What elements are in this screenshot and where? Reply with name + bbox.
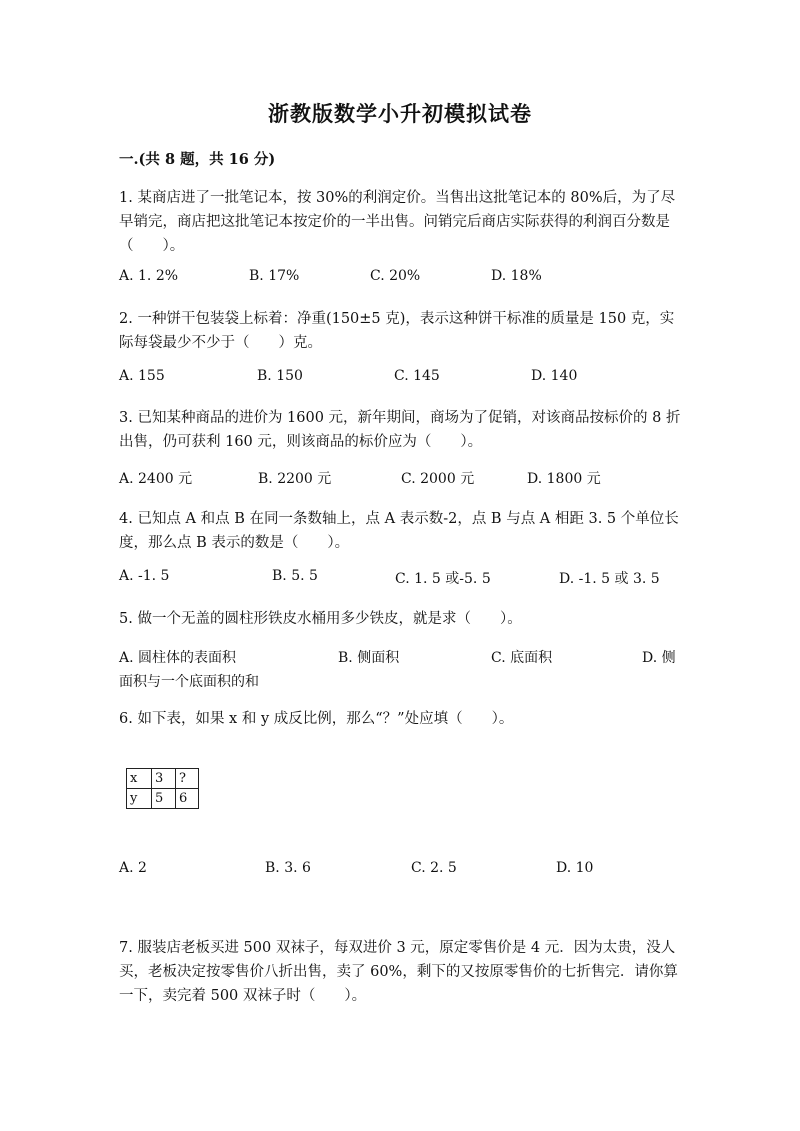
table-cell: 6: [176, 789, 199, 809]
option-a: A. -1. 5: [119, 568, 170, 584]
option-c: C. 2000 元: [401, 471, 475, 487]
option-b: B. 17%: [249, 268, 300, 284]
question-6-options: [119, 860, 684, 884]
option-d: D. 侧: [642, 650, 676, 666]
option-d: D. 10: [556, 860, 594, 876]
page-title: 浙教版数学小升初模拟试卷: [268, 101, 532, 126]
table-cell: y: [127, 789, 152, 809]
table-cell: ?: [176, 769, 199, 789]
option-d: D. 140: [531, 368, 578, 384]
table-row: [127, 789, 199, 809]
option-b: B. 侧面积: [338, 650, 400, 666]
option-c: C. 2. 5: [411, 860, 457, 876]
option-c: C. 145: [394, 368, 440, 384]
question-1-options: [119, 268, 684, 292]
question-7: 7. 服装店老板买进 500 双袜子，每双进价 3 元，原定零售价是 4 元．因为太贵，没人买，老板决定按零售价八折出售，卖了 60%，剩下的又按原零售价的七折售完．请你算一下，卖完着 500 双袜子时（ ）。: [119, 940, 678, 1004]
option-b: B. 2200 元: [258, 471, 332, 487]
table-row: [127, 769, 199, 789]
question-2: 2. 一种饼干包装袋上标着：净重(150±5 克)，表示这种饼干标准的质量是 150 克，实际每袋最少不少于（ ）克。: [119, 311, 675, 351]
question-3: 3. 已知某种商品的进价为 1600 元，新年期间，商场为了促销，对该商品按标价的 8 折出售，仍可获利 160 元，则该商品的标价应为（ ）。: [119, 410, 681, 450]
option-a: A. 2: [119, 860, 147, 876]
option-a: A. 圆柱体的表面积: [119, 650, 237, 666]
option-b: B. 5. 5: [272, 568, 318, 584]
option-a: A. 1. 2%: [119, 268, 179, 284]
option-d: D. 18%: [491, 268, 542, 284]
option-d: D. 1800 元: [527, 471, 601, 487]
option-c: C. 20%: [370, 268, 421, 284]
xy-table: [126, 768, 199, 809]
question-1: 1. 某商店进了一批笔记本，按 30%的利润定价。当售出这批笔记本的 80%后，为了尽早销完，商店把这批笔记本按定价的一半出售。问销完后商店实际获得的利润百分数是（ ）。: [119, 190, 676, 254]
question-4-options: [119, 568, 684, 592]
question-3-options: [119, 468, 684, 492]
table-cell: 5: [152, 789, 176, 809]
option-c: C. 底面积: [491, 650, 553, 666]
option-b: B. 150: [257, 368, 303, 384]
question-4: 4. 已知点 A 和点 B 在同一条数轴上，点 A 表示数-2，点 B 与点 A 相距 3. 5 个单位长度，那么点 B 表示的数是（ ）。: [119, 511, 679, 551]
option-c: C. 1. 5 或-5. 5: [395, 571, 491, 587]
question-5-options: [119, 646, 684, 694]
option-a: A. 2400 元: [119, 471, 193, 487]
option-d: D. -1. 5 或 3. 5: [559, 571, 660, 587]
question-5: 5. 做一个无盖的圆柱形铁皮水桶用多少铁皮，就是求（ ）。: [119, 611, 522, 627]
table-cell: x: [127, 769, 152, 789]
question-6: 6. 如下表，如果 x 和 y 成反比例，那么“？”处应填（ ）。: [119, 711, 514, 727]
option-d-continued: 面积与一个底面积的和: [119, 674, 259, 690]
table-cell: 3: [152, 769, 176, 789]
question-2-options: [119, 368, 684, 392]
option-b: B. 3. 6: [265, 860, 311, 876]
option-a: A. 155: [119, 368, 165, 384]
section-heading: 一.(共 8 题，共 16 分): [119, 151, 276, 168]
